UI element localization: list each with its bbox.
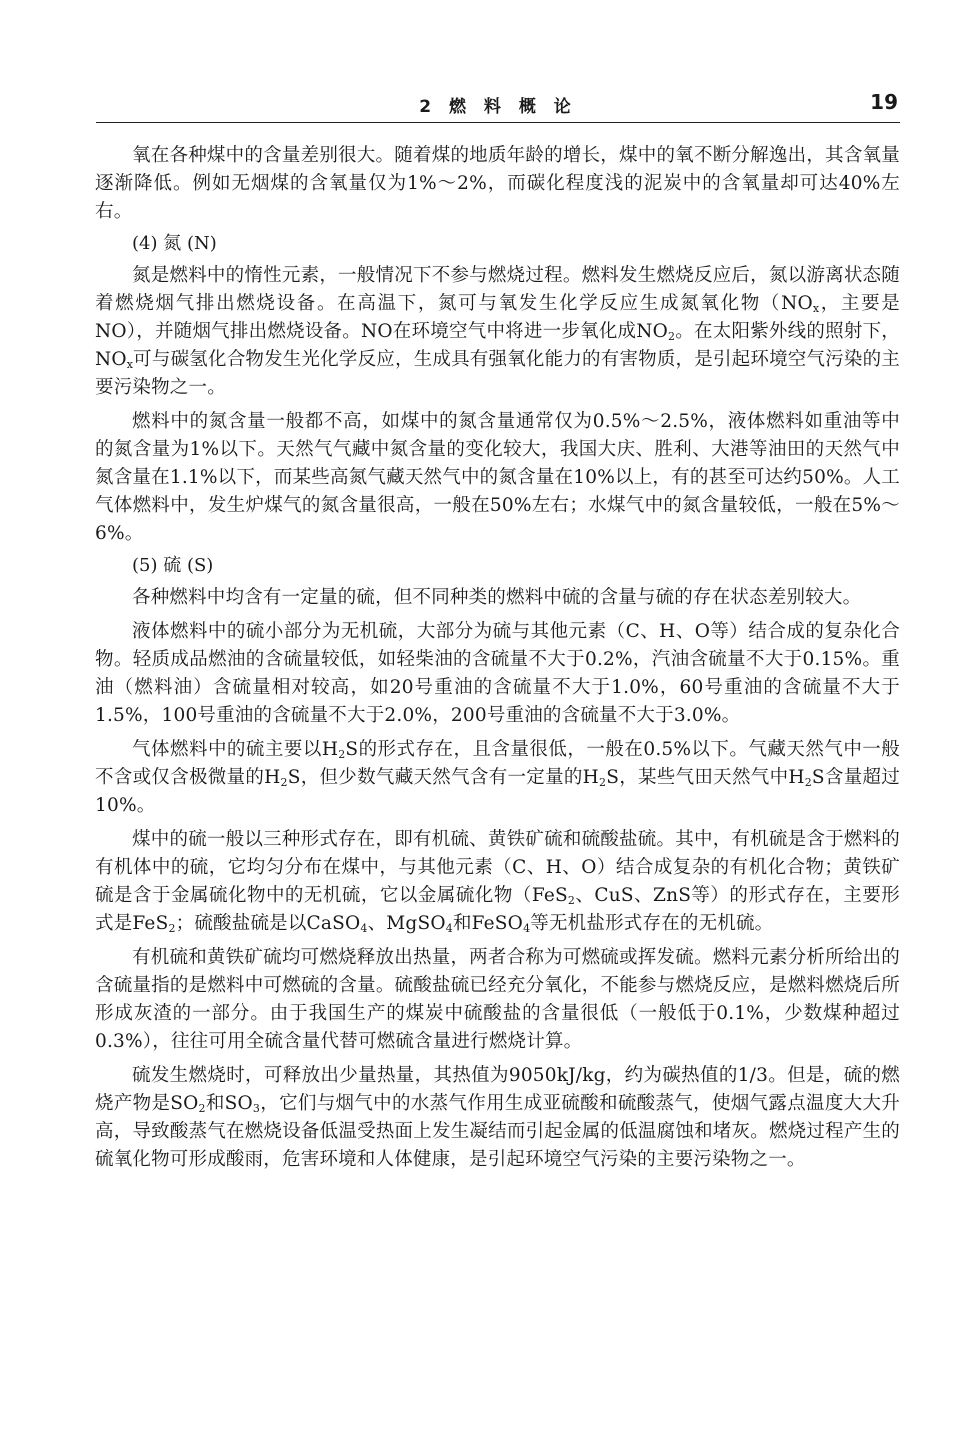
subscript: x — [812, 302, 820, 315]
text-run: 氮是燃料中的惰性元素，一般情况下不参与燃烧过程。燃料发生燃烧反应后，氮以游离状态随着燃烧烟气排出燃烧设备。在高温下，氮可与氧发生化学反应生成氮氧化物（NO — [95, 265, 900, 314]
text-run: S的形式存在，且含量很低，一般在0.5%以下。气藏天然气中一般不含或仅含极微量的H — [95, 739, 900, 788]
text-run: 硫发生燃烧时，可释放出少量热量，其热值为9050kJ/kg，约为碳热值的1/3。但是，硫的燃烧产物是SO — [95, 1065, 900, 1114]
subscript: 2 — [338, 748, 346, 761]
text-run: 气体燃料中的硫主要以H — [132, 739, 339, 760]
paragraph-text: 有机硫和黄铁矿硫均可燃烧释放出热量，两者合称为可燃硫或挥发硫。燃料元素分析所给出的含硫量指的是燃料中可燃硫的含量。硫酸盐硫已经充分氧化，不能参与燃烧反应，是燃料燃烧后所形成灰渣的一部分。由于我国生产的煤炭中硫酸盐的含量很低（一般低于0.1%，少数煤种超过0.3%），往往可用全硫含量代替可燃硫含量进行燃烧计算。 — [95, 947, 900, 1052]
subscript: 2 — [280, 776, 288, 789]
subscript: 4 — [523, 922, 531, 935]
page-number: 19 — [870, 90, 898, 114]
subscript: 2 — [668, 330, 676, 343]
text-run: 。在太阳紫外线的照射下，NO — [95, 321, 901, 370]
section-heading-sulfur: (5) 硫 (S) — [132, 555, 214, 576]
running-header — [96, 88, 900, 123]
subscript: 2 — [599, 776, 607, 789]
paragraph-sulfur-gas — [95, 736, 900, 820]
text-run: 、MgSO — [367, 913, 446, 934]
paragraph-nitrogen-content — [95, 408, 900, 548]
subscript: 4 — [360, 922, 368, 935]
subscript: 2 — [168, 922, 176, 935]
paragraph-text: 氧在各种煤中的含量差别很大。随着煤的地质年龄的增长，煤中的氧不断分解逸出，其含氧量逐渐降低。例如无烟煤的含氧量仅为1%～2%，而碳化程度浅的泥炭中的含氧量却可达40%左右。 — [95, 145, 900, 222]
text-run: S，但少数气藏天然气含有一定量的H — [287, 767, 600, 788]
paragraph-sulfur-coal — [95, 826, 900, 938]
paragraph-text: 燃料中的氮含量一般都不高，如煤中的氮含量通常仅为0.5%～2.5%，液体燃料如重油等中的氮含量为1%以下。天然气气藏中氮含量的变化较大，我国大庆、胜利、大港等油田的天然气中氮含量在1.1%以下，而某些高氮气藏天然气中的氮含量在10%以上，有的甚至可达约50%。人工气体燃料中，发生炉煤气的氮含量很高，一般在50%左右；水煤气中的氮含量较低，一般在5%～6%。 — [95, 411, 900, 544]
text-run: 和SO — [205, 1093, 253, 1114]
text-run: ；硫酸盐硫是以CaSO — [175, 913, 361, 934]
text-run: ，它们与烟气中的水蒸气作用生成亚硫酸和硫酸蒸气，使烟气露点温度大大升高，导致酸蒸气在燃烧设备低温受热面上发生凝结而引起金属的低温腐蚀和堵灰。燃烧过程产生的硫氧化物可形成酸雨，危害环境和人体健康，是引起环境空气污染的主要污染物之一。 — [95, 1093, 900, 1170]
paragraph-sulfur-intro — [95, 584, 900, 612]
text-run: S含量超过10%。 — [95, 767, 900, 816]
subscript: 4 — [445, 922, 453, 935]
section-heading-nitrogen: (4) 氮 (N) — [132, 233, 217, 254]
subscript: x — [126, 358, 134, 371]
paragraph-sulfur-combustion — [95, 1062, 900, 1174]
paragraph-oxygen — [95, 142, 900, 226]
text-run: 煤中的硫一般以三种形式存在，即有机硫、黄铁矿硫和硫酸盐硫。其中，有机硫是含于燃料的有机体中的硫，它均匀分布在煤中，与其他元素（C、H、O）结合成复杂的有机化合物；黄铁矿硫是含于金属硫化物中的无机硫，它以金属硫化物（FeS — [95, 829, 900, 906]
paragraph-text: 各种燃料中均含有一定量的硫，但不同种类的燃料中硫的含量与硫的存在状态差别较大。 — [132, 587, 862, 608]
text-run: 可与碳氢化合物发生光化学反应，生成具有强氧化能力的有害物质，是引起环境空气污染的主要污染物之一。 — [95, 349, 900, 398]
subscript: 2 — [804, 776, 812, 789]
text-run: 等无机盐形式存在的无机硫。 — [530, 913, 774, 934]
paragraph-sulfur-combustible — [95, 944, 900, 1056]
paragraph-text: 液体燃料中的硫小部分为无机硫，大部分为硫与其他元素（C、H、O等）结合成的复杂化合物。轻质成品燃油的含硫量较低，如轻柴油的含硫量不大于0.2%，汽油含硫量不大于0.15%。重油（燃料油）含硫量相对较高，如20号重油的含硫量不大于1.0%，60号重油的含硫量不大于1.5%，100号重油的含硫量不大于2.0%，200号重油的含硫量不大于3.0%。 — [95, 621, 900, 726]
paragraph-sulfur-liquid — [95, 618, 900, 730]
subscript: 2 — [198, 1102, 206, 1115]
text-run: 、CuS、ZnS等）的形式存在，主要形式是FeS — [95, 885, 900, 934]
subscript: 3 — [252, 1102, 261, 1115]
page-body — [95, 142, 900, 1174]
chapter-title: 2 燃 料 概 论 — [419, 97, 577, 117]
text-run: S，某些气田天然气中H — [606, 767, 805, 788]
text-run: ，主要是NO），并随烟气排出燃烧设备。NO在环境空气中将进一步氧化成NO — [95, 293, 900, 342]
paragraph-nitrogen-inert — [95, 262, 900, 402]
text-run: 和FeSO — [452, 913, 524, 934]
subscript: 2 — [567, 894, 576, 907]
